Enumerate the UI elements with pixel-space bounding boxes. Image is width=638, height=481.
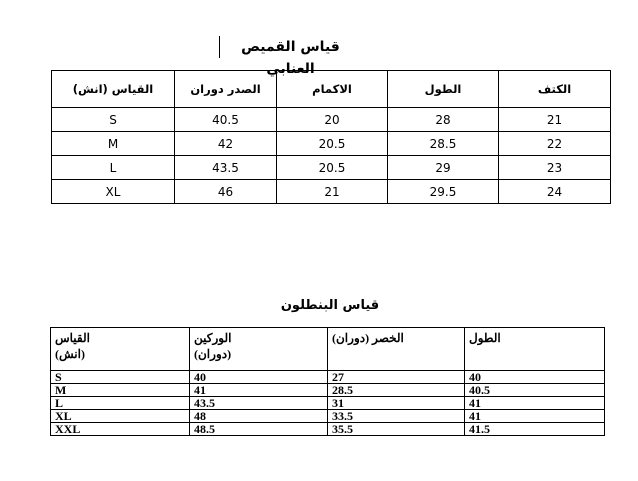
- header-cell-length: الطول: [388, 71, 499, 108]
- table-cell: XXL: [51, 423, 190, 436]
- table-cell: 29: [388, 156, 499, 180]
- table-cell: 41: [465, 397, 605, 410]
- table-cell: S: [52, 108, 175, 132]
- table-cell: 21: [499, 108, 611, 132]
- table-cell: 43.5: [190, 397, 328, 410]
- header-cell-chest: الصدر دوران: [175, 71, 277, 108]
- header-cell-sleeves: الاكمام: [277, 71, 388, 108]
- table-cell: 28.5: [388, 132, 499, 156]
- table-header-row: [52, 71, 611, 108]
- header-sublabel: (دوران): [194, 347, 232, 361]
- table-cell: 23: [499, 156, 611, 180]
- table-cell: 40.5: [175, 108, 277, 132]
- table-cell: M: [51, 384, 190, 397]
- header-label: الخصر (دوران): [332, 331, 404, 345]
- table-row: [51, 384, 605, 397]
- pants-size-title: قياس البنطلون: [280, 298, 380, 313]
- header-label: الطول: [469, 331, 501, 345]
- table-cell: 21: [277, 180, 388, 204]
- header-cell-shoulder: الكتف: [499, 71, 611, 108]
- table-cell: 20.5: [277, 156, 388, 180]
- header-label: القياس: [55, 331, 90, 345]
- table-cell: L: [52, 156, 175, 180]
- table-row: [52, 156, 611, 180]
- table-row: [52, 108, 611, 132]
- table-cell: XL: [52, 180, 175, 204]
- shirt-size-table: [51, 70, 611, 204]
- table-cell: 20.5: [277, 132, 388, 156]
- table-cell: S: [51, 371, 190, 384]
- table-cell: 31: [328, 397, 465, 410]
- table-header-row: [51, 328, 605, 371]
- header-label: الوركين: [194, 331, 232, 345]
- table-cell: 48.5: [190, 423, 328, 436]
- table-row: [51, 410, 605, 423]
- table-cell: 40: [190, 371, 328, 384]
- table-row: [52, 132, 611, 156]
- header-cell-waist: [328, 328, 465, 371]
- table-cell: 24: [499, 180, 611, 204]
- table-cell: 29.5: [388, 180, 499, 204]
- table-row: [51, 397, 605, 410]
- table-cell: 41: [465, 410, 605, 423]
- pants-size-table: [50, 327, 605, 436]
- table-cell: 43.5: [175, 156, 277, 180]
- table-cell: 40: [465, 371, 605, 384]
- table-cell: L: [51, 397, 190, 410]
- table-cell: 28: [388, 108, 499, 132]
- table-cell: 41: [190, 384, 328, 397]
- table-cell: M: [52, 132, 175, 156]
- header-cell-size: القياس (انش): [52, 71, 175, 108]
- table-cell: 41.5: [465, 423, 605, 436]
- table-cell: 35.5: [328, 423, 465, 436]
- table-cell: 33.5: [328, 410, 465, 423]
- table-cell: 28.5: [328, 384, 465, 397]
- table-cell: 22: [499, 132, 611, 156]
- table-cell: 27: [328, 371, 465, 384]
- header-sublabel: (انش): [55, 347, 85, 361]
- table-cell: 48: [190, 410, 328, 423]
- table-cell: XL: [51, 410, 190, 423]
- table-cell: 42: [175, 132, 277, 156]
- shirt-size-title: قياس القميص العنابي: [219, 36, 361, 58]
- header-cell-length: [465, 328, 605, 371]
- table-cell: 46: [175, 180, 277, 204]
- header-cell-size: [51, 328, 190, 371]
- table-cell: 40.5: [465, 384, 605, 397]
- table-row: [51, 423, 605, 436]
- table-row: [51, 371, 605, 384]
- table-cell: 20: [277, 108, 388, 132]
- table-row: [52, 180, 611, 204]
- header-cell-hips: [190, 328, 328, 371]
